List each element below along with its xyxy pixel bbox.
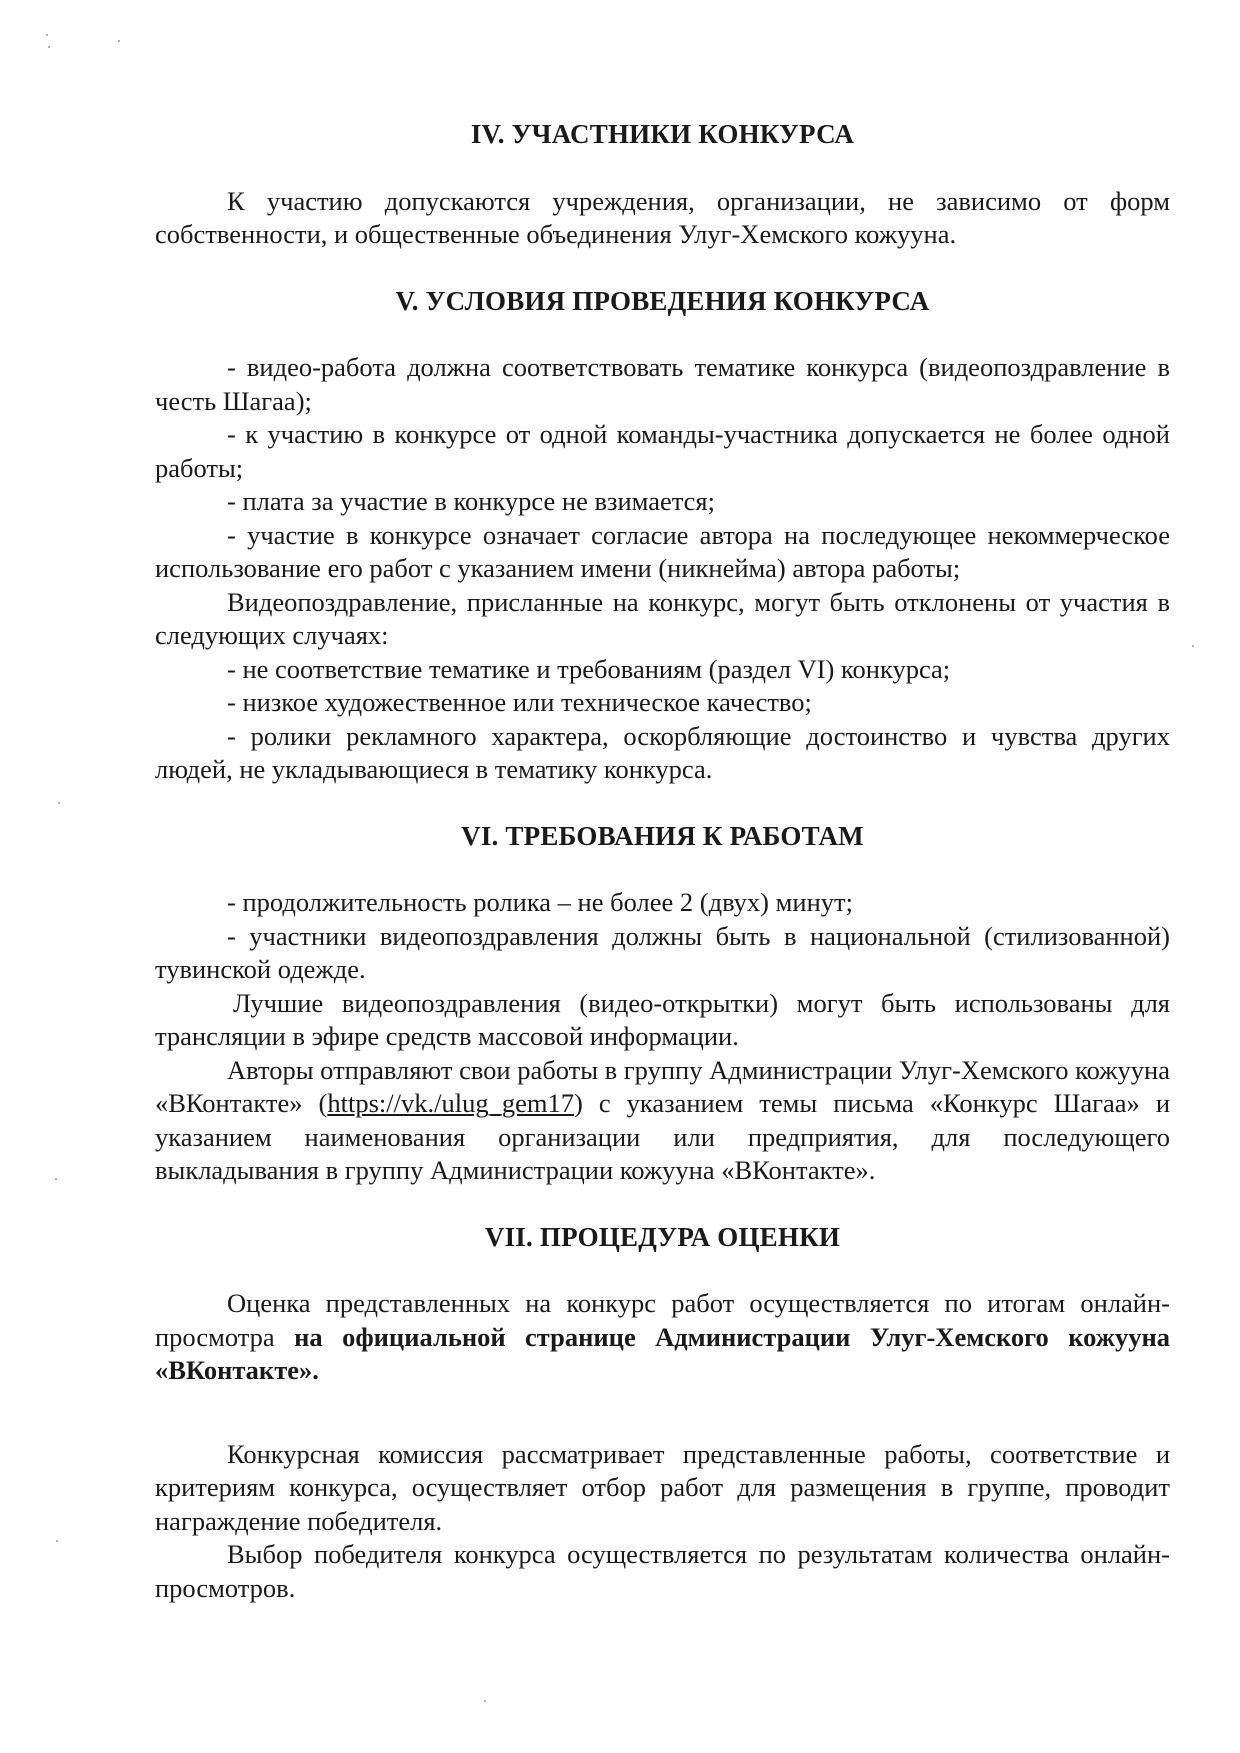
section-v-reject-item-3: - ролики рекламного характера, оскорбляющие достоинство и чувства других людей, не укладывающиеся в тематику конкурса. xyxy=(155,720,1170,784)
section-v-reject-paragraph: Видеопоздравление, присланные на конкурс, могут быть отклонены от участия в следующих случаях: xyxy=(155,586,1170,650)
section-v-heading: V. УСЛОВИЯ ПРОВЕДЕНИЯ КОНКУРСА xyxy=(395,285,930,316)
section-vii-evaluation-paragraph xyxy=(155,1287,1170,1388)
scan-speck xyxy=(48,46,50,48)
vk-group-link[interactable]: https://vk./ulug_gem17 xyxy=(327,1088,574,1118)
section-vii-heading: VII. ПРОЦЕДУРА ОЦЕНКИ xyxy=(484,1221,841,1252)
scan-speck xyxy=(56,1540,58,1542)
scan-speck xyxy=(55,1178,57,1180)
section-vii-winner-paragraph: Выбор победителя конкурса осуществляется по результатам количества онлайн-просмотров. xyxy=(155,1539,1170,1603)
send-text-start: Авторы отправляют свои работы в группу Администрации Улуг-Хемского кожууна «ВКонтакте» ( xyxy=(155,1054,1170,1118)
section-v-item-4: - участие в конкурсе означает согласие автора на последующее некоммерческое использование его работ с указанием имени (никнейма) автора работы; xyxy=(155,519,1170,583)
send-text-end: ) с указанием темы письма «Конкурс Шагаа» и указанием наименования организации или предприятия, для последующего выкладывания в группу Администрации кожууна «ВКонтакте». xyxy=(155,1088,1170,1185)
scan-speck xyxy=(484,1700,486,1702)
section-vi-heading: VI. ТРЕБОВАНИЯ К РАБОТАМ xyxy=(461,820,864,851)
section-v-item-2: - к участию в конкурсе от одной команды-участника допускается не более одной работы; xyxy=(155,419,1170,483)
evaluation-bold-text: на официальной странице Администрации Улуг-Хемского кожууна «ВКонтакте». xyxy=(155,1321,1170,1385)
section-vii-commission-paragraph: Конкурсная комиссия рассматривает представленные работы, соответствие и критериям конкурса, осуществляет отбор работ для размещения в группе, проводит награждение победителя. xyxy=(155,1438,1170,1536)
section-v-item-1: - видео-работа должна соответствовать тематике конкурса (видеопоздравление в честь Шагаа); xyxy=(155,352,1170,416)
evaluation-text: Оценка представленных на конкурс работ осуществляется по итогам онлайн-просмотра xyxy=(155,1288,1170,1352)
scan-speck xyxy=(58,802,60,804)
section-v-item-3: - плата за участие в конкурсе не взимается; xyxy=(227,486,715,516)
section-v-reject-item-2: - низкое художественное или техническое качество; xyxy=(227,687,812,717)
scan-speck xyxy=(1192,645,1194,647)
scan-speck xyxy=(46,34,48,36)
scan-speck xyxy=(118,40,120,42)
document-page xyxy=(155,118,1170,1605)
section-vi-item-1: - продолжительность ролика – не более 2 (двух) минут; xyxy=(227,887,853,917)
section-v-reject-item-1: - не соответствие тематике и требованиям (раздел VI) конкурса; xyxy=(227,653,951,684)
section-vi-item-2: - участники видеопоздравления должны быть в национальной (стилизованной) тувинской одежде. xyxy=(155,920,1170,984)
section-iv-paragraph: К участию допускаются учреждения, организации, не зависимо от форм собственности, и общественные объединения Улуг-Хемского кожууна. xyxy=(155,185,1170,249)
section-iv-heading: IV. УЧАСТНИКИ КОНКУРСА xyxy=(470,119,855,149)
section-vi-send-paragraph xyxy=(155,1054,1170,1188)
section-vi-best-paragraph: Лучшие видеопоздравления (видео-открытки) могут быть использованы для трансляции в эфире средств массовой информации. xyxy=(155,987,1170,1051)
